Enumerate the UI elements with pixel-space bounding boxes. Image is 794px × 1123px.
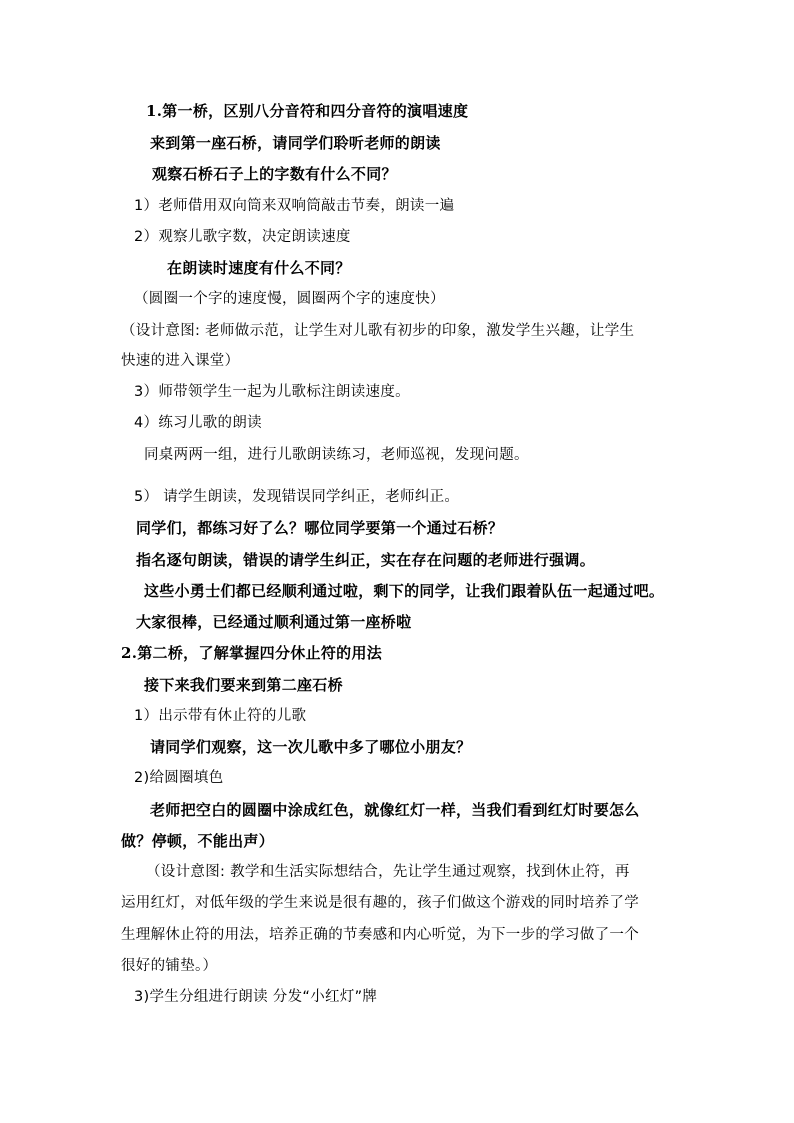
list-item: 2）观察儿歌字数，决定朗读速度 bbox=[134, 229, 351, 245]
paragraph-line: 同学们，都练习好了么？哪位同学要第一个通过石桥？ bbox=[136, 519, 504, 537]
design-note-line: 很好的铺垫。） bbox=[121, 958, 218, 974]
paragraph-line: （圆圈一个字的速度慢，圆圈两个字的速度快） bbox=[134, 291, 445, 307]
list-item: 2)给圆圈填色 bbox=[134, 770, 224, 786]
paragraph-line: 这些小勇士们都已经顺利通过啦，剩下的同学，让我们跟着队伍一起通过吧。 bbox=[144, 582, 665, 600]
list-item: 1）老师借用双向筒来双响筒敲击节奏，朗读一遍 bbox=[134, 198, 455, 214]
section-heading-1: 1.第一桥，区别八分音符和四分音符的演唱速度 bbox=[146, 102, 469, 120]
paragraph-line: 来到第一座石桥，请同学们聆听老师的朗读 bbox=[150, 134, 441, 152]
paragraph-line: 同桌两两一组，进行儿歌朗读练习，老师巡视，发现问题。 bbox=[144, 447, 529, 463]
design-note-line: （设计意图: 老师做示范，让学生对儿歌有初步的印象，激发学生兴趣，让学生 bbox=[121, 323, 635, 339]
design-note-line: （设计意图: 教学和生活实际想结合，先让学生通过观察，找到休止符，再 bbox=[146, 864, 630, 880]
paragraph-line: 在朗读时速度有什么不同？ bbox=[167, 259, 351, 277]
section-heading-2: 2.第二桥，了解掌握四分休止符的用法 bbox=[121, 644, 383, 662]
design-note-line: 快速的进入课堂） bbox=[121, 353, 240, 369]
paragraph-line: 指名逐句朗读，错误的请学生纠正，实在存在问题的老师进行强调。 bbox=[136, 551, 596, 569]
paragraph-line: 老师把空白的圆圈中涂成红色，就像红灯一样，当我们看到红灯时要怎么 bbox=[150, 801, 640, 819]
list-item: 4）练习儿歌的朗读 bbox=[134, 415, 262, 431]
paragraph-line: 做？停顿，不能出声） bbox=[121, 832, 275, 850]
paragraph-line: 请同学们观察，这一次儿歌中多了哪位小朋友？ bbox=[150, 738, 472, 756]
list-item: 3)学生分组进行朗读 分发“小红灯”牌 bbox=[134, 989, 378, 1005]
paragraph-line: 大家很棒，已经通过顺利通过第一座桥啦 bbox=[136, 613, 412, 631]
paragraph-line: 观察石桥石子上的字数有什么不同？ bbox=[152, 165, 397, 183]
design-note-line: 运用红灯，对低年级的学生来说是很有趣的，孩子们做这个游戏的同时培养了学 bbox=[121, 895, 639, 911]
design-note-line: 生理解休止符的用法，培养正确的节奏感和内心听觉，为下一步的学习做了一个 bbox=[121, 927, 639, 943]
list-item: 3）师带领学生一起为儿歌标注朗读速度。 bbox=[134, 384, 410, 400]
list-item: 5） 请学生朗读，发现错误同学纠正，老师纠正。 bbox=[134, 489, 460, 505]
list-item: 1）出示带有休止符的儿歌 bbox=[134, 708, 307, 724]
paragraph-line: 接下来我们要来到第二座石桥 bbox=[144, 676, 343, 694]
